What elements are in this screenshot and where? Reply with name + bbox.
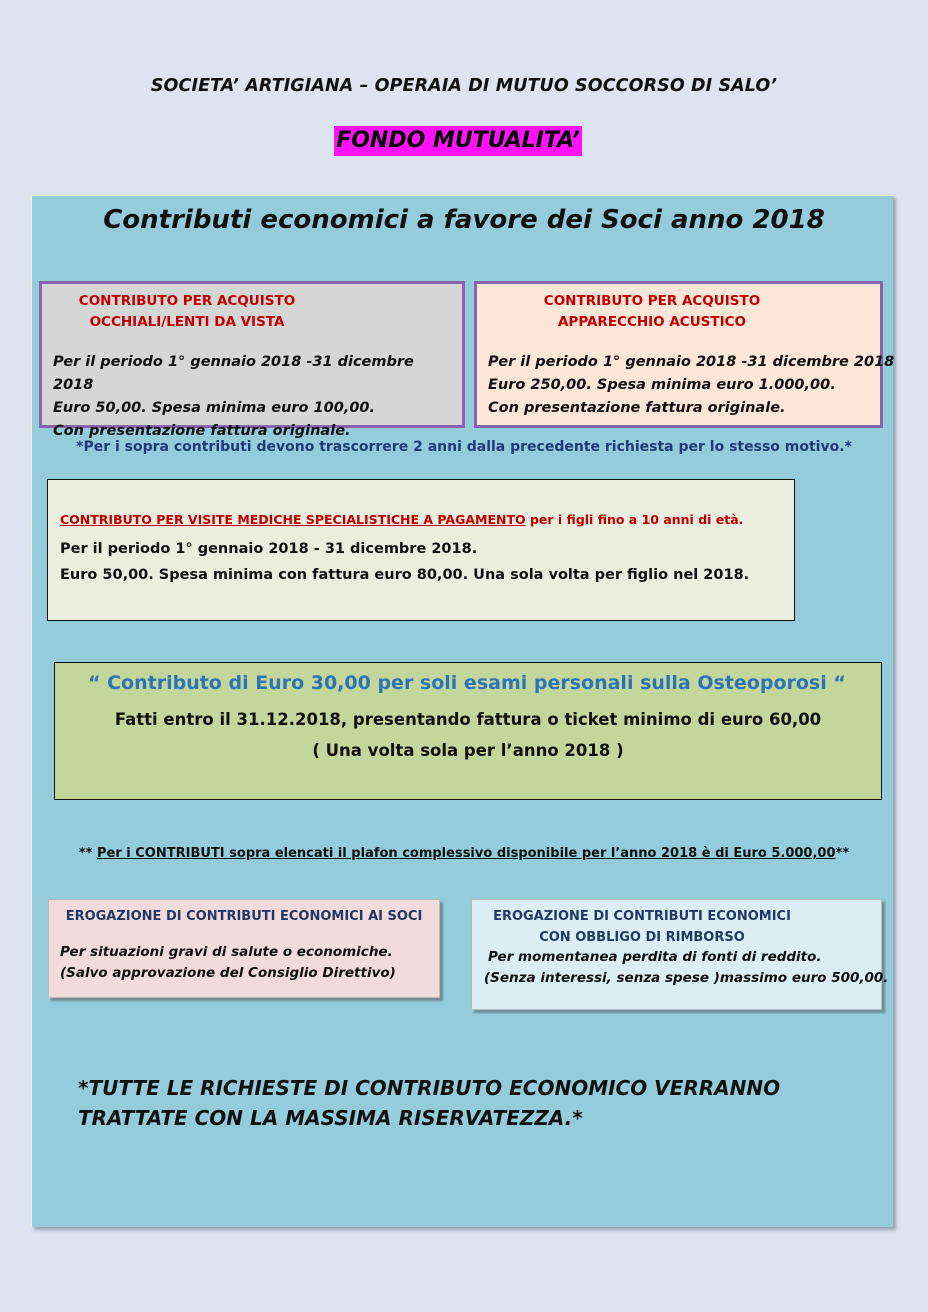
erog1-title: EROGAZIONE DI CONTRIBUTI ECONOMICI AI SOCI	[65, 909, 423, 924]
plafond-note	[0, 846, 928, 861]
member-contributions-box	[48, 899, 440, 998]
hearing-amount: Euro 250,00. Spesa minima euro 1.000,00.	[488, 377, 836, 393]
erog2-line2: (Senza interessi, senza spese )massimo euro 500,00.	[484, 970, 889, 986]
plafond-suffix: **	[835, 846, 850, 861]
visits-amount: Euro 50,00. Spesa minima con fattura euro 80,00. Una sola volta per figlio nel 2018.	[60, 567, 750, 583]
erog1-line2: (Salvo approvazione del Consiglio Direttivo)	[60, 965, 396, 981]
glasses-invoice-note: Con presentazione fattura originale.	[53, 423, 351, 439]
hearing-period: Per il periodo 1° gennaio 2018 -31 dicembre 2018	[488, 354, 895, 370]
page-title: Contributi economici a favore dei Soci anno 2018	[103, 205, 825, 235]
osteo-once-note: ( Una volta sola per l’anno 2018 )	[312, 741, 624, 760]
osteoporosis-box	[54, 662, 882, 800]
visits-period: Per il periodo 1° gennaio 2018 - 31 dicembre 2018.	[60, 541, 478, 557]
hearing-invoice-note: Con presentazione fattura originale.	[488, 400, 786, 416]
glasses-title-line1: CONTRIBUTO PER ACQUISTO	[78, 293, 296, 309]
erog2-line1: Per momentanea perdita di fonti di reddito.	[488, 949, 822, 965]
fund-label: FONDO MUTUALITA’	[334, 126, 582, 156]
interval-note: *Per i sopra contributi devono trascorrere 2 anni dalla precedente richiesta per lo stesso motivo.*	[76, 439, 852, 455]
hearing-aid-contribution-box	[474, 281, 895, 428]
osteo-title: “ Contributo di Euro 30,00 per soli esami personali sulla Osteoporosi “	[88, 672, 846, 694]
glasses-title-line2: OCCHIALI/LENTI DA VISTA	[89, 314, 285, 330]
confidentiality-statement	[78, 1073, 858, 1133]
visits-title-suffix: per i figli fino a 10 anni di età.	[525, 512, 744, 527]
erog2-title-line1: EROGAZIONE DI CONTRIBUTI ECONOMICI	[493, 909, 791, 924]
glasses-contribution-box	[39, 281, 465, 439]
glasses-period: Per il periodo 1° gennaio 2018 -31 dicembre 2018	[53, 354, 414, 393]
plafond-prefix: **	[78, 846, 97, 861]
refundable-contributions-box	[471, 899, 889, 1010]
medical-visits-box	[47, 479, 795, 621]
society-title: SOCIETA’ ARTIGIANA – OPERAIA DI MUTUO SOCCORSO DI SALO’	[150, 76, 778, 96]
erog2-title-line2: CON OBBLIGO DI RIMBORSO	[539, 930, 745, 945]
hearing-title-line1: CONTRIBUTO PER ACQUISTO	[543, 293, 761, 309]
osteo-deadline: Fatti entro il 31.12.2018, presentando fattura o ticket minimo di euro 60,00	[114, 710, 822, 729]
erog1-line1: Per situazioni gravi di salute o economiche.	[60, 944, 393, 960]
closing-line2: TRATTATE CON LA MASSIMA RISERVATEZZA.*	[78, 1106, 583, 1130]
glasses-amount: Euro 50,00. Spesa minima euro 100,00.	[53, 400, 376, 416]
plafond-text: Per i CONTRIBUTI sopra elencati il plafon complessivo disponibile per l’anno 2018 è di Euro 5.000,00	[97, 846, 836, 861]
visits-title: CONTRIBUTO PER VISITE MEDICHE SPECIALISTICHE A PAGAMENTO	[60, 512, 526, 527]
hearing-title-line2: APPARECCHIO ACUSTICO	[557, 314, 747, 330]
closing-line1: *TUTTE LE RICHIESTE DI CONTRIBUTO ECONOMICO VERRANNO	[78, 1076, 781, 1100]
